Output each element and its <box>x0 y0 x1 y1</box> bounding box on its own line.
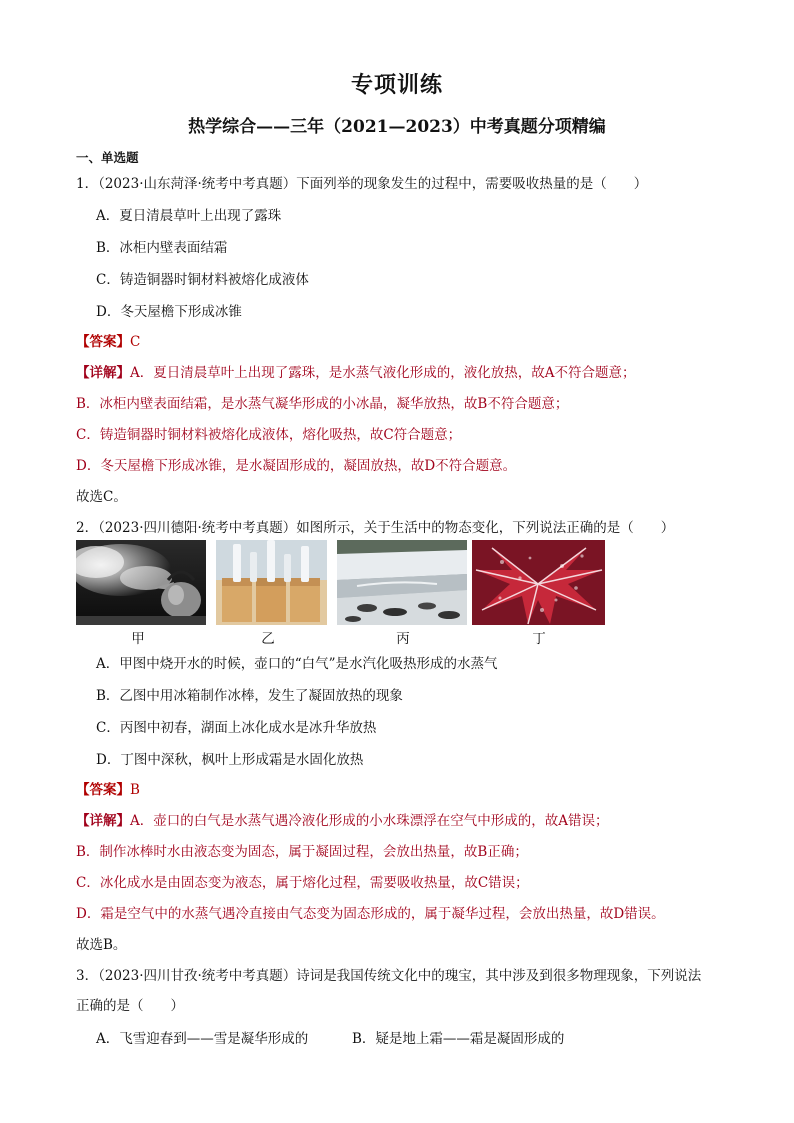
doc-title: 专项训练 <box>350 72 443 98</box>
detail-text: A．壶口的白气是水蒸气遇冷液化形成的小水珠漂浮在空气中形成的，故A错误； <box>130 813 609 829</box>
q3-stem-line-1: 3．（2023·四川甘孜·统考中考真题）诗词是我国传统文化中的瑰宝，其中涉及到很多物理现象，下列说法 <box>76 968 702 984</box>
q1-option-c: C．铸造铜器时铜材料被熔化成液体 <box>96 272 309 288</box>
q3-option-b: B．疑是地上霜——霜是凝固形成的 <box>352 1031 565 1047</box>
figure-kettle-steam <box>76 540 206 625</box>
q2-conclusion: 故选B。 <box>76 937 127 953</box>
q2-stem: 2．（2023·四川德阳·统考中考真题）如图所示，关于生活中的物态变化，下列说法正确的是（ ） <box>76 520 675 536</box>
q1-stem: 1．（2023·山东菏泽·统考中考真题）下面列举的现象发生的过程中，需要吸收热量的是（ ） <box>76 176 648 192</box>
q1-detail-line-3: C．铸造铜器时铜材料被熔化成液体，熔化吸热，故C符合题意； <box>76 427 462 443</box>
answer-label: 【答案】 <box>76 782 130 798</box>
q3-option-a: A．飞雪迎春到——雪是凝华形成的 <box>96 1031 309 1047</box>
figure-popsicles <box>216 540 327 625</box>
q2-detail-line-1 <box>76 809 609 829</box>
q1-conclusion: 故选C。 <box>76 489 127 505</box>
caption-jia: 甲 <box>131 631 145 647</box>
q2-option-b: B．乙图中用冰箱制作冰棒，发生了凝固放热的现象 <box>96 688 403 704</box>
q3-stem-line-2: 正确的是（ ） <box>76 998 184 1014</box>
q2-detail-line-2: B．制作冰棒时水由液态变为固态，属于凝固过程，会放出热量，故B正确； <box>76 844 528 860</box>
caption-bing: 丙 <box>396 631 410 647</box>
answer-value: C <box>130 334 141 350</box>
q1-option-a: A．夏日清晨草叶上出现了露珠 <box>96 208 282 224</box>
answer-value: B <box>130 782 140 798</box>
figure-frosted-maple-leaf <box>472 540 605 625</box>
q1-detail-line-2: B．冰柜内壁表面结霜，是水蒸气凝华形成的小冰晶，凝华放热，故B不符合题意； <box>76 396 569 412</box>
detail-label: 【详解】 <box>76 813 130 829</box>
caption-yi: 乙 <box>261 631 275 647</box>
q2-option-c: C．丙图中初春，湖面上冰化成水是冰升华放热 <box>96 720 377 736</box>
q1-detail-line-1 <box>76 361 636 381</box>
q2-detail-line-4: D．霜是空气中的水蒸气遇冷直接由气态变为固态形成的，属于凝华过程，会放出热量，故D错误。 <box>76 906 665 922</box>
q2-detail-line-3: C．冰化成水是由固态变为液态，属于熔化过程，需要吸收热量，故C错误； <box>76 875 529 891</box>
q2-option-d: D．丁图中深秋，枫叶上形成霜是水固化放热 <box>96 752 364 768</box>
caption-ding: 丁 <box>532 631 546 647</box>
section-heading: 一、单选题 <box>76 150 139 165</box>
q1-detail-line-4: D．冬天屋檐下形成冰锥，是水凝固形成的，凝固放热，故D不符合题意。 <box>76 458 517 474</box>
q2-answer <box>76 778 140 798</box>
q1-option-d: D．冬天屋檐下形成冰锥 <box>96 304 242 320</box>
figure-melting-ice <box>337 540 467 625</box>
q1-option-b: B．冰柜内壁表面结霜 <box>96 240 228 256</box>
q2-option-a: A．甲图中烧开水的时候，壶口的“白气”是水汽化吸热形成的水蒸气 <box>96 656 498 672</box>
doc-subtitle: 热学综合——三年（2021—2023）中考真题分项精编 <box>188 117 606 137</box>
detail-label: 【详解】 <box>76 365 130 381</box>
answer-label: 【答案】 <box>76 334 130 350</box>
q1-answer <box>76 330 140 350</box>
detail-text: A．夏日清晨草叶上出现了露珠，是水蒸气液化形成的，液化放热，故A不符合题意； <box>130 365 636 381</box>
